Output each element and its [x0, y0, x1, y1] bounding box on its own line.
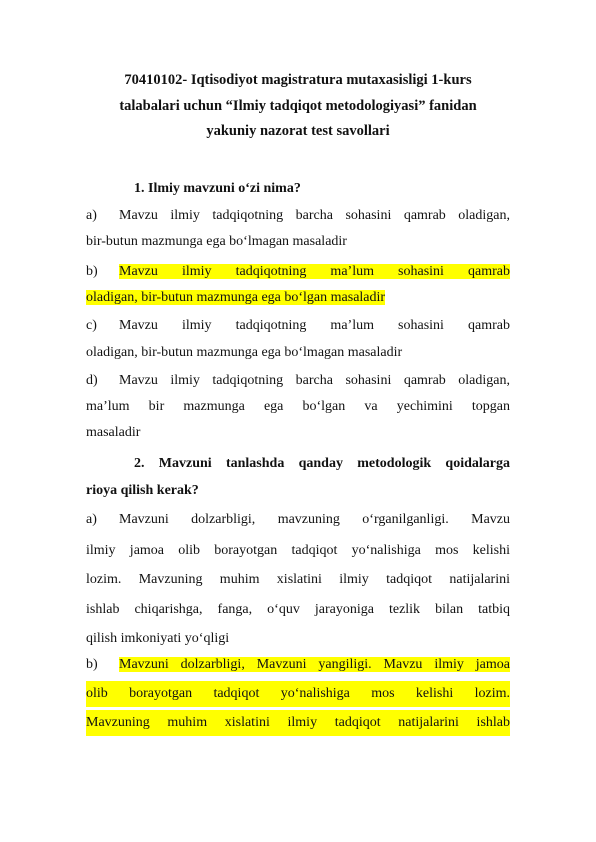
option-text: Mavzuni dolzarbligi, mavzuning o‘rganilganligi. Mavzu [119, 512, 510, 527]
q2-option-a-line-3: lozim. Mavzuning muhim xislatini ilmiy tadqiqot natijalarini [86, 572, 510, 587]
q2-option-b-line-3: Mavzuning muhim xislatini ilmiy tadqiqot natijalarini ishlab [86, 710, 510, 736]
q1-option-b-line-2 [86, 285, 510, 311]
option-label: d) [86, 373, 98, 388]
option-text: Mavzu ilmiy tadqiqotning barcha sohasini qamrab oladigan, [119, 208, 510, 223]
q2-option-a-line-1 [86, 507, 510, 533]
question-2-line-1: 2. Mavzuni tanlashda qanday metodologik qoidalarga [134, 456, 510, 471]
q1-option-c-line-1 [86, 313, 510, 339]
q2-option-a-line-5: qilish imkoniyati yo‘qligi [86, 631, 230, 646]
option-text-highlighted: Mavzuni dolzarbligi, Mavzuni yangiligi. Mavzu ilmiy jamoa [119, 657, 510, 672]
option-label: b) [86, 657, 98, 672]
question-2-line-2: rioya qilish kerak? [86, 483, 199, 498]
title-line-1: 70410102- Iqtisodiyot magistratura mutaxasisligi 1-kurs [124, 72, 472, 88]
q1-option-a-line-2: bir-butun mazmunga ega bo‘lmagan masaladir [86, 234, 347, 249]
q1-option-d-line-2: ma’lum bir mazmunga ega bo‘lgan va yechimini topgan [86, 399, 510, 414]
option-text: Mavzu ilmiy tadqiqotning ma’lum sohasini qamrab [119, 318, 510, 333]
option-text: Mavzu ilmiy tadqiqotning barcha sohasini qamrab oladigan, [119, 373, 510, 388]
q1-option-c-line-2: oladigan, bir-butun mazmunga ega bo‘lmagan masaladir [86, 345, 403, 360]
option-label: c) [86, 318, 97, 333]
q1-option-d-line-1 [86, 368, 510, 394]
document-title [60, 68, 536, 145]
q1-option-b-line-1 [86, 259, 510, 285]
q1-option-a-line-1 [86, 203, 510, 229]
q1-option-d-line-3: masaladir [86, 425, 141, 440]
q2-option-a-line-4: ishlab chiqarishga, fanga, o‘quv jarayoniga tezlik bilan tatbiq [86, 602, 510, 617]
title-line-2: talabalari uchun “Ilmiy tadqiqot metodologiyasi” fanidan [119, 97, 477, 114]
title-line-3: yakuniy nazorat test savollari [206, 123, 390, 139]
q2-option-a-line-2: ilmiy jamoa olib borayotgan tadqiqot yo‘nalishiga mos kelishi [86, 543, 510, 558]
option-label: b) [86, 264, 98, 279]
option-label: a) [86, 208, 97, 223]
q2-option-b-line-2: olib borayotgan tadqiqot yo‘nalishiga mos kelishi lozim. [86, 681, 510, 707]
question-1: 1. Ilmiy mavzuni o‘zi nima? [134, 181, 301, 196]
option-label: a) [86, 512, 97, 527]
option-text-highlighted: oladigan, bir-butun mazmunga ega bo‘lgan masaladir [86, 290, 386, 305]
option-text-highlighted: Mavzu ilmiy tadqiqotning ma’lum sohasini qamrab [119, 264, 510, 279]
q2-option-b-line-1 [86, 652, 510, 678]
